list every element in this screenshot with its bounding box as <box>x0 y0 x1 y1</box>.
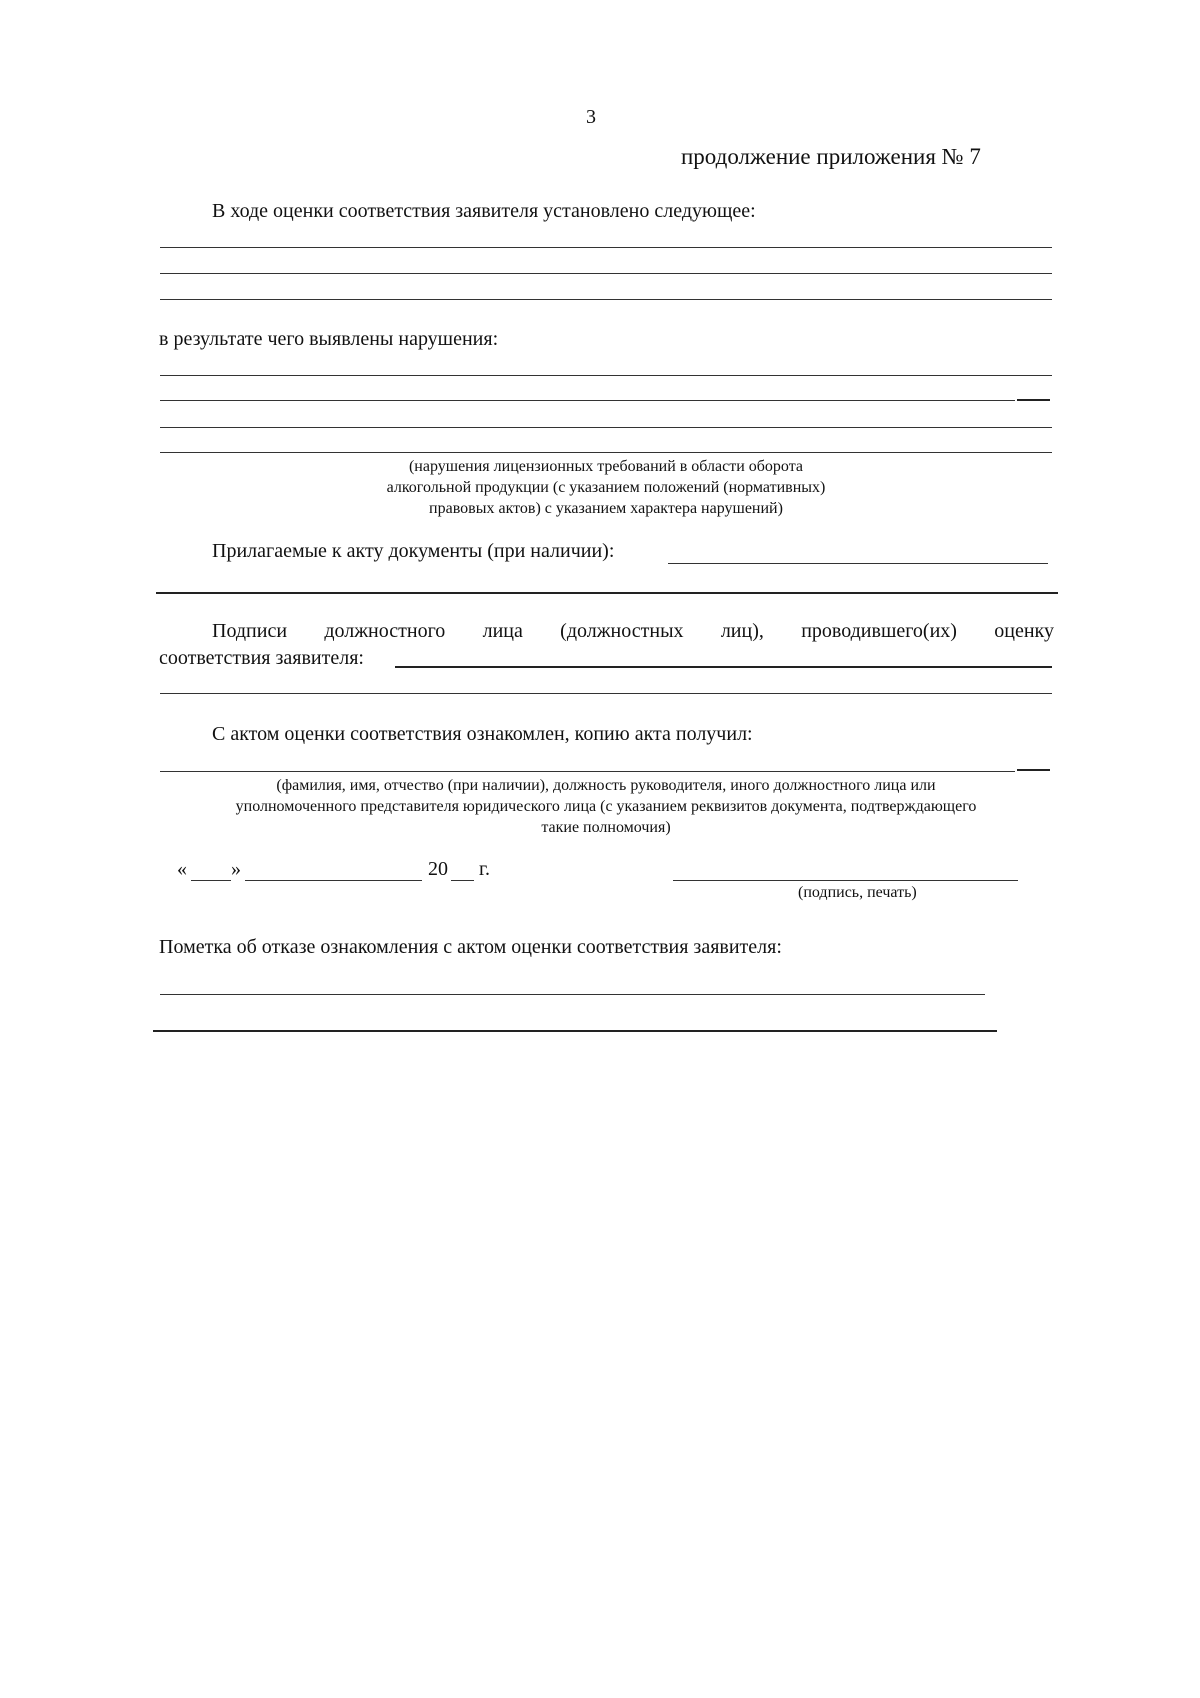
violations-note-line-3: правовых актов) с указанием характера нарушений) <box>429 500 783 517</box>
acknowledgement-note-line-3: такие полномочия) <box>541 819 671 836</box>
signatures-word-4: (должностных <box>560 620 684 642</box>
attachments-line[interactable] <box>156 592 1058 594</box>
violations-note-line-2: алкогольной продукции (с указанием положений (нормативных) <box>386 479 826 496</box>
acknowledgement-label: С актом оценки соответствия ознакомлен, копию акта получил: <box>212 723 753 745</box>
violations-line-2-tail <box>1017 399 1050 401</box>
violations-line-4[interactable] <box>160 452 1052 453</box>
signatures-word-3: лица <box>482 620 523 642</box>
signatures-inline-field[interactable] <box>395 666 1052 668</box>
signatures-word-7: оценку <box>994 620 1054 642</box>
acknowledgement-note-line-2: уполномоченного представителя юридического лица (с указанием реквизитов документа, подтверждающего <box>235 798 977 815</box>
signatures-justified-line <box>212 620 1054 643</box>
refusal-line-2[interactable] <box>153 1030 997 1032</box>
date-open-quote: « <box>177 858 187 880</box>
signatures-word-1: Подписи <box>212 620 288 642</box>
signatures-word-2: должностного <box>324 620 446 642</box>
violations-line-2[interactable] <box>160 400 1015 401</box>
acknowledgement-line[interactable] <box>160 771 1015 772</box>
signatures-line[interactable] <box>160 693 1052 694</box>
date-close-quote: » <box>231 858 241 880</box>
refusal-label: Пометка об отказе ознакомления с актом оценки соответствия заявителя: <box>159 936 782 958</box>
date-month-field[interactable] <box>245 880 422 881</box>
signature-field[interactable] <box>673 880 1018 881</box>
appendix-header: продолжение приложения № 7 <box>681 144 981 169</box>
page-number: 3 <box>586 106 596 128</box>
acknowledgement-note-line-1: (фамилия, имя, отчество (при наличии), должность руководителя, иного должностного лица или <box>276 777 936 794</box>
findings-line-2[interactable] <box>160 273 1052 274</box>
signature-caption: (подпись, печать) <box>798 884 917 901</box>
findings-line-3[interactable] <box>160 299 1052 300</box>
violations-intro: в результате чего выявлены нарушения: <box>159 328 499 350</box>
attachments-label: Прилагаемые к акту документы (при наличии): <box>212 540 615 562</box>
signatures-word-5: лиц), <box>720 620 764 642</box>
refusal-line-1[interactable] <box>160 994 985 995</box>
violations-note <box>300 456 912 519</box>
attachments-inline-field[interactable] <box>668 563 1048 564</box>
signatures-word-6: проводившего(их) <box>801 620 957 642</box>
findings-intro: В ходе оценки соответствия заявителя установлено следующее: <box>212 200 756 222</box>
acknowledgement-line-tail <box>1017 769 1050 771</box>
violations-note-line-1: (нарушения лицензионных требований в области оборота <box>408 458 804 475</box>
date-year-field[interactable] <box>451 880 474 881</box>
signatures-line-2-label: соответствия заявителя: <box>159 647 364 669</box>
date-day-field[interactable] <box>191 880 231 881</box>
violations-line-1[interactable] <box>160 375 1052 376</box>
findings-line-1[interactable] <box>160 247 1052 248</box>
violations-line-3[interactable] <box>160 427 1052 428</box>
date-year-prefix: 20 <box>428 858 448 880</box>
acknowledgement-note <box>150 775 1062 838</box>
date-year-suffix: г. <box>479 858 490 880</box>
